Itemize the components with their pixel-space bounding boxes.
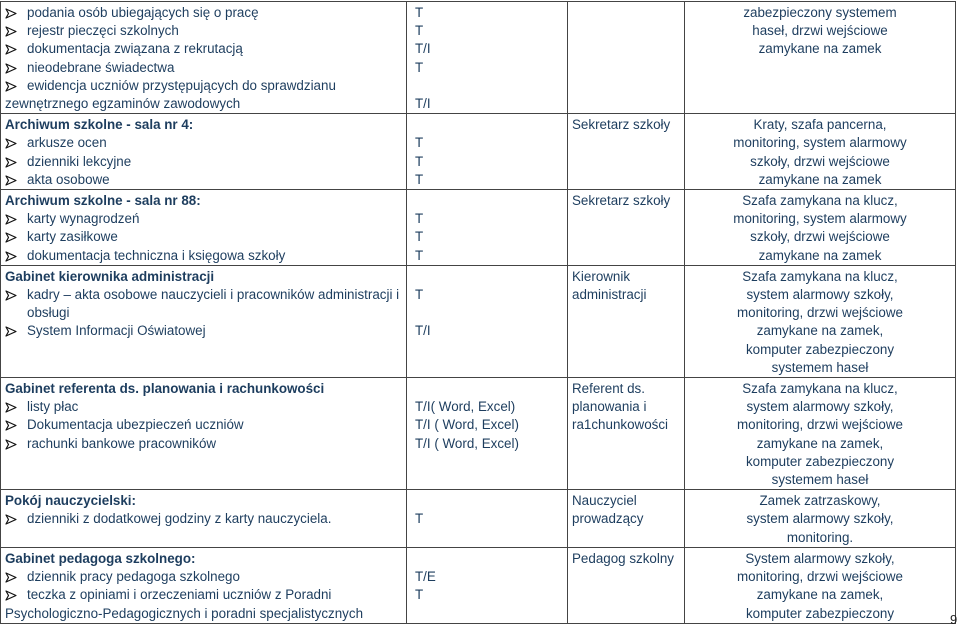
text-line: zewnętrznego egzaminów zawodowych	[5, 96, 241, 112]
cell-line: haseł, drzwi wejściowe	[752, 23, 888, 39]
cell-line	[415, 550, 563, 568]
cell-line: monitoring, system alarmowy	[733, 135, 907, 151]
cell-line: Sekretarz szkoły	[572, 117, 671, 133]
cell-line: Nauczyciel	[572, 493, 637, 509]
cell-line: T	[415, 5, 424, 20]
arrow-bullet-icon	[5, 77, 17, 92]
list-item-text: dokumentacja techniczna i księgowa szkoły	[27, 247, 286, 263]
arrow-bullet-icon	[5, 228, 17, 243]
location-cell	[1, 490, 407, 548]
cell-line: zamykane na zamek	[758, 247, 882, 263]
list-item	[5, 4, 402, 22]
list-item-text: teczka z opiniami i orzeczeniami uczniów z Poradni	[27, 587, 332, 603]
cell-line: Sekretarz szkoły	[572, 193, 671, 209]
cell-line: T	[415, 587, 424, 603]
cell-line: zabezpieczony systemem	[743, 5, 897, 20]
security-measures-cell	[685, 190, 956, 266]
location-cell	[1, 378, 407, 490]
table-row	[1, 490, 956, 548]
table-row	[1, 547, 956, 623]
responsible-person-cell	[568, 378, 685, 490]
arrow-bullet-icon	[5, 40, 17, 55]
list-item-text: akta osobowe	[27, 171, 110, 187]
cell-line: system alarmowy szkoły,	[746, 399, 894, 415]
cell-line	[415, 380, 563, 398]
responsible-person-cell	[568, 547, 685, 623]
cell-line: komputer zabezpieczony	[745, 453, 895, 469]
cell-line: Szafa zamykana na klucz,	[742, 193, 898, 209]
cell-line: zamykane na zamek,	[756, 435, 884, 451]
cell-line: zamykane na zamek,	[756, 323, 884, 339]
cell-line: systemem haseł	[771, 472, 869, 488]
list-item-text: podania osób ubiegających się o pracę	[27, 5, 259, 20]
cell-line: system alarmowy szkoły,	[746, 511, 894, 527]
security-measures-cell	[685, 547, 956, 623]
responsible-person-cell	[568, 490, 685, 548]
list-item	[5, 77, 402, 95]
cell-line: komputer zabezpieczony	[745, 341, 895, 357]
list-item	[5, 510, 402, 528]
spacer	[5, 471, 402, 489]
list-item-text: arkusze ocen	[27, 135, 107, 151]
cell-line: system alarmowy szkoły,	[746, 287, 894, 303]
list-item	[5, 22, 402, 40]
table-row	[1, 190, 956, 266]
arrow-bullet-icon	[5, 435, 17, 450]
records-table	[0, 1, 956, 624]
list-item	[5, 286, 402, 322]
cell-line: T/I ( Word, Excel)	[415, 417, 519, 433]
arrow-bullet-icon	[5, 568, 17, 583]
cell-line: T	[415, 229, 424, 245]
responsible-person-cell	[568, 265, 685, 377]
list-item-text: dzienniki z dodatkowej godziny z karty nauczyciela.	[27, 511, 332, 527]
security-measures-cell	[685, 378, 956, 490]
cell-line: Pedagog szkolny	[572, 550, 674, 566]
location-cell	[1, 265, 407, 377]
responsible-person-cell	[568, 190, 685, 266]
list-item-text: System Informacji Oświatowej	[27, 323, 206, 339]
cell-line: szkoły, drzwi wejściowe	[750, 229, 890, 245]
cell-line	[415, 116, 563, 134]
section-heading: Gabinet kierownika administracji	[5, 268, 215, 284]
arrow-bullet-icon	[5, 247, 17, 262]
list-item	[5, 59, 402, 77]
cell-line: T/I	[415, 41, 431, 57]
cell-line: T	[415, 153, 424, 169]
section-heading: Gabinet pedagoga szkolnego:	[5, 550, 196, 566]
arrow-bullet-icon	[5, 134, 17, 149]
list-item-text: kadry – akta osobowe nauczycieli i pracowników administracji i obsługi	[27, 287, 400, 321]
cell-line: T/I	[415, 323, 431, 339]
cell-line: systemem haseł	[771, 359, 869, 375]
location-cell	[1, 547, 407, 623]
cell-line: T/E	[415, 569, 436, 585]
table-row	[1, 2, 956, 114]
security-measures-cell	[685, 2, 956, 114]
list-item	[5, 171, 402, 189]
list-item-text: nieodebrane świadectwa	[27, 59, 175, 75]
list-item	[5, 153, 402, 171]
access-mode-cell	[407, 190, 568, 266]
list-item	[5, 247, 402, 265]
location-cell	[1, 114, 407, 190]
cell-line: T	[415, 511, 424, 527]
list-item-text: listy płac	[27, 399, 79, 415]
spacer	[5, 453, 402, 471]
cell-line: zamykane na zamek,	[756, 587, 884, 603]
cell-line: Szafa zamykana na klucz,	[742, 381, 898, 397]
list-item-text: karty zasiłkowe	[27, 229, 118, 245]
security-measures-cell	[685, 265, 956, 377]
section-heading: Gabinet referenta ds. planowania i rachunkowości	[5, 381, 325, 397]
cell-line: zamykane na zamek	[758, 41, 882, 57]
list-item	[5, 322, 402, 340]
cell-line: T	[415, 211, 424, 227]
list-item	[5, 210, 402, 228]
cell-line: ra1chunkowości	[572, 417, 669, 433]
arrow-bullet-icon	[5, 510, 17, 525]
cell-line: komputer zabezpieczony	[745, 605, 895, 621]
cell-line: T	[415, 23, 424, 39]
cell-line	[415, 492, 563, 510]
location-cell	[1, 2, 407, 114]
arrow-bullet-icon	[5, 398, 17, 413]
arrow-bullet-icon	[5, 416, 17, 431]
cell-line: System alarmowy szkoły,	[745, 550, 895, 566]
cell-line: Szafa zamykana na klucz,	[742, 268, 898, 284]
section-heading: Pokój nauczycielski:	[5, 493, 136, 509]
cell-line: monitoring, drzwi wejściowe	[737, 305, 903, 321]
spacer	[5, 529, 402, 547]
access-mode-cell	[407, 547, 568, 623]
list-item	[5, 435, 402, 453]
cell-line: T	[415, 171, 424, 187]
security-measures-cell	[685, 490, 956, 548]
cell-line: T	[415, 135, 424, 151]
list-item	[5, 134, 402, 152]
table-row	[1, 114, 956, 190]
cell-line: Referent ds.	[572, 381, 645, 397]
list-item	[5, 568, 402, 586]
spacer	[5, 341, 402, 359]
cell-line: planowania i	[572, 399, 647, 415]
table-row	[1, 378, 956, 490]
list-item-text: Dokumentacja ubezpieczeń uczniów	[27, 417, 244, 433]
cell-line: administracji	[572, 287, 647, 303]
cell-line: T	[415, 287, 424, 303]
arrow-bullet-icon	[5, 59, 17, 74]
arrow-bullet-icon	[5, 286, 17, 301]
cell-line: T/I	[415, 96, 431, 112]
access-mode-cell	[407, 265, 568, 377]
arrow-bullet-icon	[5, 322, 17, 337]
cell-line	[415, 268, 563, 286]
cell-line: T/I( Word, Excel)	[415, 399, 516, 415]
arrow-bullet-icon	[5, 153, 17, 168]
cell-line	[415, 304, 563, 322]
list-item-text: karty wynagrodzeń	[27, 211, 140, 227]
list-item-text: dokumentacja związana z rekrutacją	[27, 41, 243, 57]
cell-line: monitoring, drzwi wejściowe	[737, 417, 903, 433]
list-item	[5, 228, 402, 246]
responsible-person-cell	[568, 114, 685, 190]
location-cell	[1, 190, 407, 266]
cell-line: T	[415, 59, 424, 75]
cell-line	[415, 192, 563, 210]
cell-line: prowadzący	[572, 511, 644, 527]
section-heading: Archiwum szkolne - sala nr 4:	[5, 117, 194, 133]
list-item	[5, 398, 402, 416]
list-item-text: dziennik pracy pedagoga szkolnego	[27, 569, 240, 585]
access-mode-cell	[407, 2, 568, 114]
cell-line: T/I ( Word, Excel)	[415, 435, 519, 451]
cell-line: T	[415, 247, 424, 263]
page-number: 9	[950, 612, 958, 627]
access-mode-cell	[407, 378, 568, 490]
cell-line: Zamek zatrzaskowy,	[759, 493, 881, 509]
list-item	[5, 40, 402, 58]
list-item	[5, 586, 402, 604]
cell-line	[415, 77, 563, 95]
arrow-bullet-icon	[5, 210, 17, 225]
cell-line: monitoring, system alarmowy	[733, 211, 907, 227]
arrow-bullet-icon	[5, 4, 17, 19]
list-item-text: rejestr pieczęci szkolnych	[27, 23, 179, 39]
cell-line: monitoring.	[786, 529, 854, 545]
cell-line: monitoring, drzwi wejściowe	[737, 569, 903, 585]
text-line: Psychologiczno-Pedagogicznych i poradni specjalistycznych	[5, 605, 364, 621]
arrow-bullet-icon	[5, 171, 17, 186]
list-item-text: ewidencja uczniów przystępujących do sprawdzianu	[27, 77, 336, 93]
list-item-text: dzienniki lekcyjne	[27, 153, 132, 169]
cell-line: Kraty, szafa pancerna,	[753, 117, 887, 133]
list-item-text: rachunki bankowe pracowników	[27, 435, 217, 451]
access-mode-cell	[407, 114, 568, 190]
list-item	[5, 416, 402, 434]
table-row	[1, 265, 956, 377]
cell-line: zamykane na zamek	[758, 171, 882, 187]
arrow-bullet-icon	[5, 22, 17, 37]
responsible-person-cell	[568, 2, 685, 114]
cell-line: Kierownik	[572, 268, 631, 284]
security-measures-cell	[685, 114, 956, 190]
arrow-bullet-icon	[5, 586, 17, 601]
section-heading: Archiwum szkolne - sala nr 88:	[5, 193, 201, 209]
cell-line: szkoły, drzwi wejściowe	[750, 153, 890, 169]
access-mode-cell	[407, 490, 568, 548]
